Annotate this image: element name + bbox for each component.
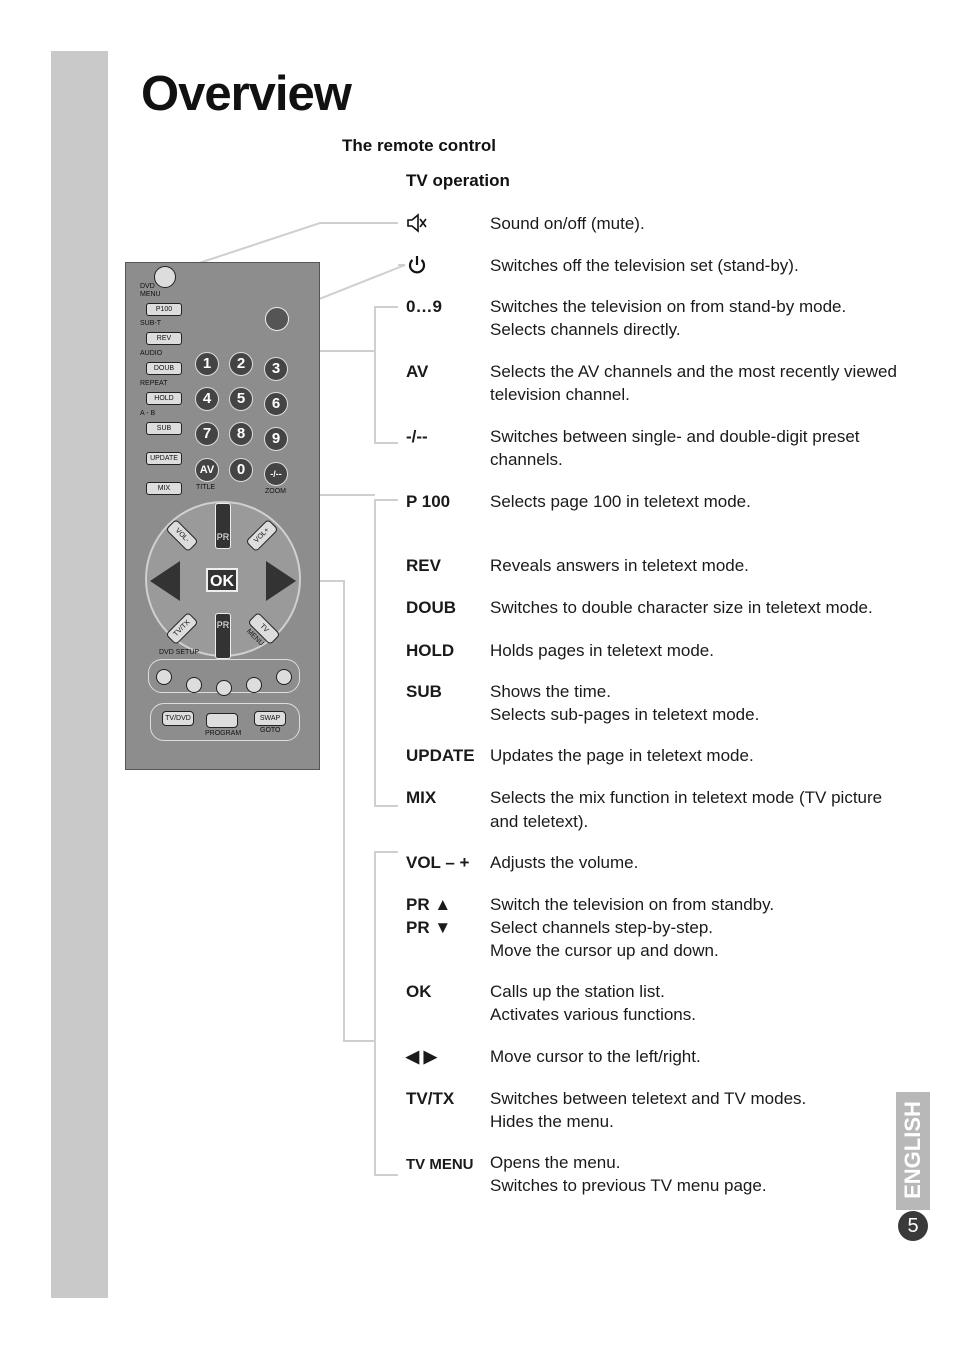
remote-mix-button: MIX xyxy=(146,482,182,495)
entry-line: Reveals answers in teletext mode. xyxy=(490,556,749,575)
entry-line: Activates various functions. xyxy=(490,1005,696,1024)
remote-label-a-b: A - B xyxy=(140,410,156,417)
entry-key: AV xyxy=(406,362,429,381)
remote-pr-up-label: PR xyxy=(216,532,230,542)
entry-line: Selects the mix function in teletext mode (TV picture xyxy=(490,788,883,807)
entry-key: ◀ ▶ xyxy=(406,1047,437,1066)
remote-ok-button: OK xyxy=(206,568,238,592)
remote-power-button xyxy=(265,307,289,331)
page-margin-bar xyxy=(51,51,108,1298)
remote-eject-button xyxy=(276,669,292,685)
list-item xyxy=(406,1151,936,1197)
remote-right-arrow xyxy=(266,561,296,601)
entry-line: Updates the page in teletext mode. xyxy=(490,746,754,765)
entry-key: P 100 xyxy=(406,492,451,511)
entry-line: Opens the menu. xyxy=(490,1153,621,1172)
entry-line: Calls up the station list. xyxy=(490,982,665,1001)
entry-line: Move cursor to the left/right. xyxy=(490,1047,701,1066)
list-item xyxy=(406,893,936,962)
remote-stop-button xyxy=(156,669,172,685)
remote-sub-button: SUB xyxy=(146,422,182,435)
remote-label-dvd-setup: DVD SETUP xyxy=(159,649,200,656)
list-item xyxy=(406,980,936,1026)
remote-pr-down-label: PR xyxy=(216,620,230,630)
remote-left-arrow xyxy=(150,561,180,601)
entry-key: SUB xyxy=(406,682,442,701)
remote-update-button: UPDATE xyxy=(146,452,182,465)
entry-line: Move the cursor up and down. xyxy=(490,941,719,960)
remote-rev-button: REV xyxy=(146,332,182,345)
entry-line: Holds pages in teletext mode. xyxy=(490,641,714,660)
remote-p100-button: P100 xyxy=(146,303,182,316)
remote-next-button xyxy=(246,677,262,693)
entry-line: Sound on/off (mute). xyxy=(490,214,645,233)
entry-line: Selects page 100 in teletext mode. xyxy=(490,492,751,511)
entry-key: PR ▼ xyxy=(406,918,452,937)
entry-key: MIX xyxy=(406,788,437,807)
list-item xyxy=(406,639,936,662)
list-item xyxy=(406,254,936,282)
remote-dash-button: -/-- xyxy=(264,462,288,486)
remote-digit-8: 8 xyxy=(229,422,253,446)
remote-av-button: AV xyxy=(195,458,219,482)
list-item xyxy=(406,744,936,767)
remote-digit-9: 9 xyxy=(264,427,288,451)
entry-key: TV MENU xyxy=(406,1156,474,1173)
remote-tvtx-button: TV/TX xyxy=(165,612,198,645)
remote-program-button xyxy=(206,713,238,728)
entry-line: Switches to previous TV menu page. xyxy=(490,1176,767,1195)
entry-line: channels. xyxy=(490,450,563,469)
remote-digit-5: 5 xyxy=(229,387,253,411)
entry-line: Hides the menu. xyxy=(490,1112,614,1131)
entry-line: Select channels step-by-step. xyxy=(490,918,714,937)
language-tab-label: ENGLISH xyxy=(900,1101,925,1199)
entry-line: television channel. xyxy=(490,385,630,404)
entry-key: 0…9 xyxy=(406,297,442,316)
remote-digit-1: 1 xyxy=(195,352,219,376)
remote-swap-button: SWAP xyxy=(254,711,286,726)
remote-play-button xyxy=(216,680,232,696)
section-heading: TV operation xyxy=(406,171,510,190)
remote-digit-6: 6 xyxy=(264,392,288,416)
list-item xyxy=(406,295,936,341)
list-item xyxy=(406,1045,936,1068)
power-icon xyxy=(406,254,490,282)
entry-line: Adjusts the volume. xyxy=(490,853,639,872)
entry-key: -/-- xyxy=(406,427,428,446)
entry-key: HOLD xyxy=(406,641,455,660)
list-item xyxy=(406,1087,936,1133)
entry-line: Switch the television on from standby. xyxy=(490,895,775,914)
page-title: Overview xyxy=(141,67,351,121)
list-item xyxy=(406,490,936,513)
entry-line: Switches to double character size in teletext mode. xyxy=(490,598,873,617)
list-item xyxy=(406,596,936,619)
remote-vol-minus-button: VOL- xyxy=(165,519,198,552)
remote-vol-plus-button: VOL+ xyxy=(245,519,278,552)
remote-tvmenu-button: TV MENU xyxy=(247,612,280,645)
list-item xyxy=(406,425,936,471)
remote-label-program: PROGRAM xyxy=(205,730,242,737)
entry-line: Selects the AV channels and the most recently viewed xyxy=(490,362,897,381)
remote-prev-button xyxy=(186,677,202,693)
remote-pr-up-button xyxy=(215,503,231,549)
page-subtitle: The remote control xyxy=(342,136,496,155)
remote-digit-4: 4 xyxy=(195,387,219,411)
list-item xyxy=(406,360,936,406)
entry-line: Switches between teletext and TV modes. xyxy=(490,1089,807,1108)
mute-icon xyxy=(406,212,490,240)
remote-digit-3: 3 xyxy=(264,357,288,381)
remote-pr-down-button xyxy=(215,613,231,659)
remote-label-zoom: ZOOM xyxy=(265,488,286,495)
remote-tv-dvd-button: TV/DVD xyxy=(162,711,194,726)
entry-key: DOUB xyxy=(406,598,457,617)
page-number: 5 xyxy=(898,1211,928,1241)
remote-hold-button: HOLD xyxy=(146,392,182,405)
remote-label-title: TITLE xyxy=(196,484,216,491)
entry-line: Switches the television on from stand-by mode. xyxy=(490,297,847,316)
remote-label-repeat: REPEAT xyxy=(140,380,168,387)
entry-line: and teletext). xyxy=(490,812,589,831)
remote-digit-0: 0 xyxy=(229,458,253,482)
remote-digit-2: 2 xyxy=(229,352,253,376)
entry-line: Shows the time. xyxy=(490,682,611,701)
entry-line: Switches off the television set (stand-by). xyxy=(490,256,799,275)
list-item xyxy=(406,554,936,577)
list-item xyxy=(406,786,936,834)
remote-doub-button: DOUB xyxy=(146,362,182,375)
list-item xyxy=(406,212,936,240)
remote-control-illustration xyxy=(125,262,320,770)
entry-key: TV/TX xyxy=(406,1089,455,1108)
remote-label-audio: AUDIO xyxy=(140,350,163,357)
remote-digit-7: 7 xyxy=(195,422,219,446)
entry-key: PR ▲ xyxy=(406,895,452,914)
entry-key: UPDATE xyxy=(406,746,475,765)
list-item xyxy=(406,680,936,726)
remote-label-goto: GOTO xyxy=(260,727,281,734)
entry-key: REV xyxy=(406,556,441,575)
entry-line: Selects channels directly. xyxy=(490,320,681,339)
remote-label-dvd-menu: DVD MENU xyxy=(140,283,161,298)
list-item xyxy=(406,851,936,874)
entry-line: Selects sub-pages in teletext mode. xyxy=(490,705,760,724)
entry-key: VOL – + xyxy=(406,853,470,872)
entry-key-group xyxy=(406,893,490,962)
remote-label-sub-t: SUB-T xyxy=(140,320,161,327)
entry-key: OK xyxy=(406,982,432,1001)
entry-line: Switches between single- and double-digit preset xyxy=(490,427,860,446)
